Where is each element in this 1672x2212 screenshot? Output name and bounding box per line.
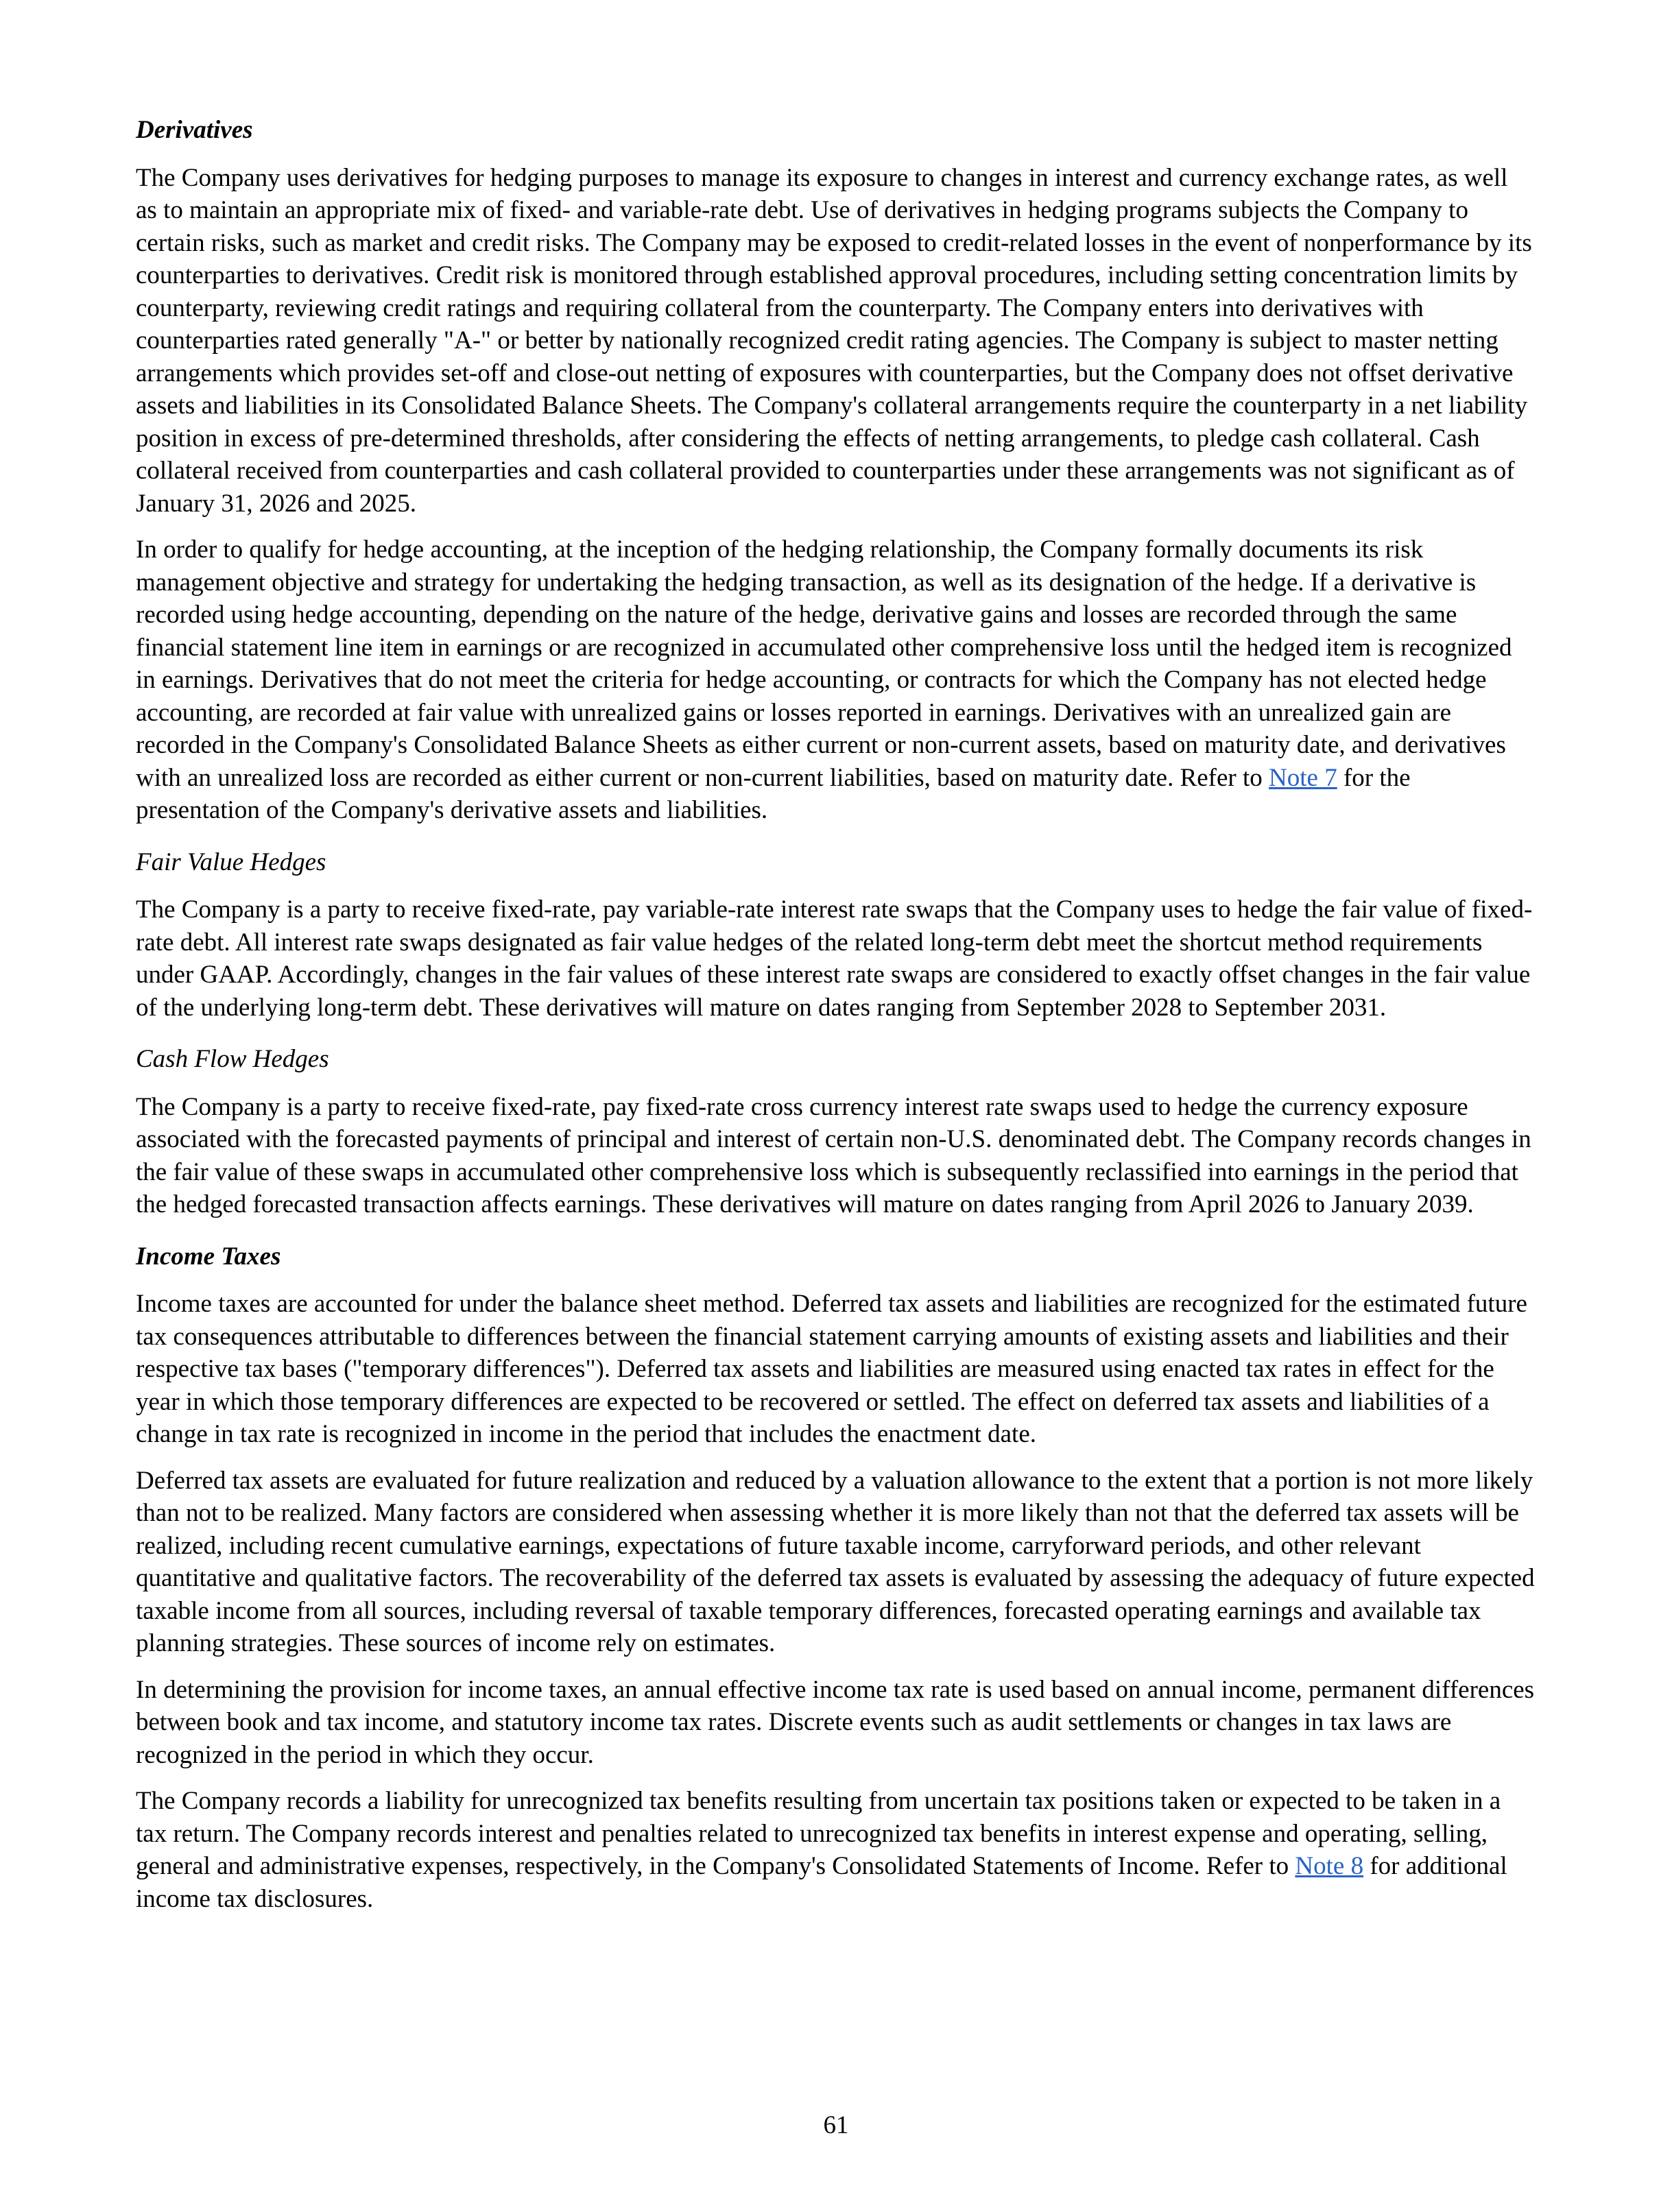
derivatives-paragraph-2 xyxy=(136,533,1535,827)
derivatives-heading: Derivatives xyxy=(136,116,253,144)
income-taxes-heading: Income Taxes xyxy=(136,1242,281,1271)
income-taxes-paragraph-3: In determining the provision for income taxes, an annual effective income tax rate is used based on annual income, permanent differences between book and tax income, and statutory income tax rates. Discrete events such as audit settlements or changes in tax laws are recognized in the period in which they occur. xyxy=(136,1675,1535,1769)
derivatives-paragraph-1: The Company uses derivatives for hedging purposes to manage its exposure to changes in interest and currency exchange rates, as well as to maintain an appropriate mix of fixed- and variable-rate debt. Use of derivatives in hedging programs subjects the Company to certain risks, such as market and credit risks. The Company may be exposed to credit-related losses in the event of nonperformance by its counterparties to derivatives. Credit risk is monitored through established approval procedures, including setting concentration limits by counterparty, reviewing credit ratings and requiring collateral from the counterparty. The Company enters into derivatives with counterparties rated generally "A-" or better by nationally recognized credit rating agencies. The Company is subject to master netting arrangements which provides set-off and close-out netting of exposures with counterparties, but the Company does not offset derivative assets and liabilities in its Consolidated Balance Sheets. The Company's collateral arrangements require the counterparty in a net liability position in excess of pre-determined thresholds, after considering the effects of netting arrangements, to pledge cash collateral. Cash collateral received from counterparties and cash collateral provided to counterparties under these arrangements was not significant as of January 31, 2026 and 2025. xyxy=(136,163,1532,518)
cash-flow-hedges-heading: Cash Flow Hedges xyxy=(136,1045,329,1073)
income-taxes-paragraph-1: Income taxes are accounted for under the balance sheet method. Deferred tax assets and liabilities are recognized for the estimated future tax consequences attributable to differences between the financial statement carrying amounts of existing assets and liabilities and their respective tax bases ("temporary differences"). Deferred tax assets and liabilities are measured using enacted tax rates in effect for the year in which those temporary differences are expected to be recovered or settled. The effect on deferred tax assets and liabilities of a change in tax rate is recognized in income in the period that includes the enactment date. xyxy=(136,1290,1527,1448)
cash-flow-hedges-paragraph: The Company is a party to receive fixed-rate, pay fixed-rate cross currency interest rate swaps used to hedge the currency exposure associated with the forecasted payments of principal and interest of certain non-U.S. denominated debt. The Company records changes in the fair value of these swaps in accumulated other comprehensive loss which is subsequently reclassified into earnings in the period that the hedged forecasted transaction affects earnings. These derivatives will mature on dates ranging from April 2026 to January 2039. xyxy=(136,1092,1531,1218)
fair-value-hedges-heading: Fair Value Hedges xyxy=(136,847,326,876)
page-number: 61 xyxy=(823,2111,849,2139)
fair-value-hedges-paragraph: The Company is a party to receive fixed-rate, pay variable-rate interest rate swaps that the Company uses to hedge the fair value of fixed-rate debt. All interest rate swaps designated as fair value hedges of the related long-term debt meet the shortcut method requirements under GAAP. Accordingly, changes in the fair values of these interest rate swaps are considered to exactly offset changes in the fair value of the underlying long-term debt. These derivatives will mature on dates ranging from September 2028 to September 2031. xyxy=(136,895,1533,1022)
document-page xyxy=(136,114,1535,1929)
derivatives-paragraph-2-text-after: for the presentation of the Company's derivative assets and liabilities. xyxy=(136,763,1411,824)
income-taxes-paragraph-4-text-before: The Company records a liability for unrecognized tax benefits resulting from uncertain tax positions taken or expected to be taken in a tax return. The Company records interest and penalties related to unrecognized tax benefits in interest expense and operating, selling, general and administrative expenses, respectively, in the Company's Consolidated Statements of Income. Refer to xyxy=(136,1787,1501,1880)
income-taxes-paragraph-2: Deferred tax assets are evaluated for future realization and reduced by a valuation allowance to the extent that a portion is not more likely than not to be realized. Many factors are considered when assessing whether it is more likely than not that the deferred tax assets will be realized, including recent cumulative earnings, expectations of future taxable income, carryforward periods, and other relevant quantitative and qualitative factors. The recoverability of the deferred tax assets is evaluated by assessing the adequacy of future expected taxable income from all sources, including reversal of taxable temporary differences, forecasted operating earnings and available tax planning strategies. These sources of income rely on estimates. xyxy=(136,1466,1535,1657)
income-taxes-paragraph-4-text-after: for additional income tax disclosures. xyxy=(136,1852,1507,1913)
note-8-link[interactable]: Note 8 xyxy=(1295,1852,1364,1880)
derivatives-paragraph-2-text-before: In order to qualify for hedge accounting, at the inception of the hedging relationship, the Company formally documents its risk management objective and strategy for undertaking the hedging transaction, as well as its designation of the hedge. If a derivative is recorded using hedge accounting, depending on the nature of the hedge, derivative gains and losses are recorded through the same financial statement line item in earnings or are recognized in accumulated other comprehensive loss until the hedged item is recognized in earnings. Derivatives that do not meet the criteria for hedge accounting, or contracts for which the Company has not elected hedge accounting, are recorded at fair value with unrealized gains or losses reported in earnings. Derivatives with an unrealized gain are recorded in the Company's Consolidated Balance Sheets as either current or non-current assets, based on maturity date, and derivatives with an unrealized loss are recorded as either current or non-current liabilities, based on maturity date. Refer to xyxy=(136,536,1512,792)
income-taxes-paragraph-4 xyxy=(136,1785,1535,1915)
note-7-link[interactable]: Note 7 xyxy=(1269,763,1337,792)
